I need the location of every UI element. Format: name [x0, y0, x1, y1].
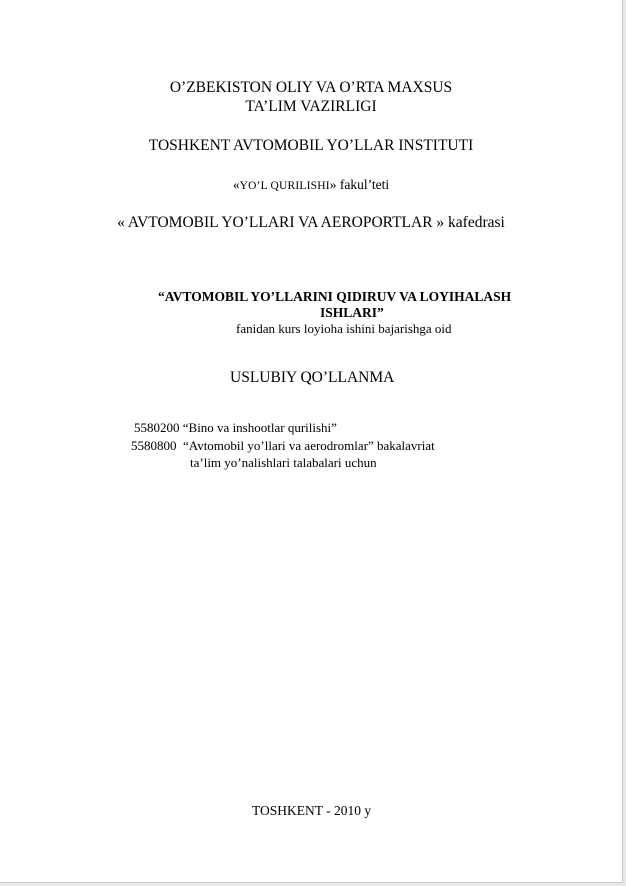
document-type: USLUBIY QO’LLANMA — [230, 369, 395, 386]
subject-title-line-2: ISHLARI” — [320, 305, 384, 320]
faculty-line — [0, 178, 622, 193]
program-code-1: 5580200 — [134, 420, 180, 435]
program-name-1: “Bino va inshootlar qurilishi” — [182, 420, 337, 435]
place-and-year: TOSHKENT - 2010 y — [252, 803, 372, 818]
subject-title-line-1: “AVTOMOBIL YO’LLARINI QIDIRUV VA LOYIHALASH — [158, 289, 512, 304]
program-code-2: 5580800 — [131, 438, 177, 453]
program-name-2: “Avtomobil yo’llari va aerodromlar” bakalavriat — [183, 438, 435, 453]
institute-name: TOSHKENT AVTOMOBIL YO’LLAR INSTITUTI — [148, 137, 474, 154]
audience-line-1 — [134, 421, 337, 434]
faculty-name: YO’L QURILISHI — [239, 180, 330, 192]
audience-line-2 — [131, 439, 435, 452]
ministry-line-2: TA’LIM VAZIRLIGI — [245, 98, 377, 115]
ministry-line-1: O’ZBEKISTON OLIY VA O’RTA MAXSUS — [169, 79, 453, 96]
audience-line-3: ta’lim yo’nalishlari talabalari uchun — [190, 455, 377, 470]
faculty-close-quote: » — [329, 177, 337, 192]
subject-subtitle: fanidan kurs loyioha ishini bajarishga oid — [236, 321, 452, 336]
faculty-suffix: fakul’teti — [336, 177, 390, 192]
faculty-open-quote: « — [232, 177, 240, 192]
department-name: « AVTOMOBIL YO’LLARI VA AEROPORTLAR » kafedrasi — [117, 214, 505, 231]
